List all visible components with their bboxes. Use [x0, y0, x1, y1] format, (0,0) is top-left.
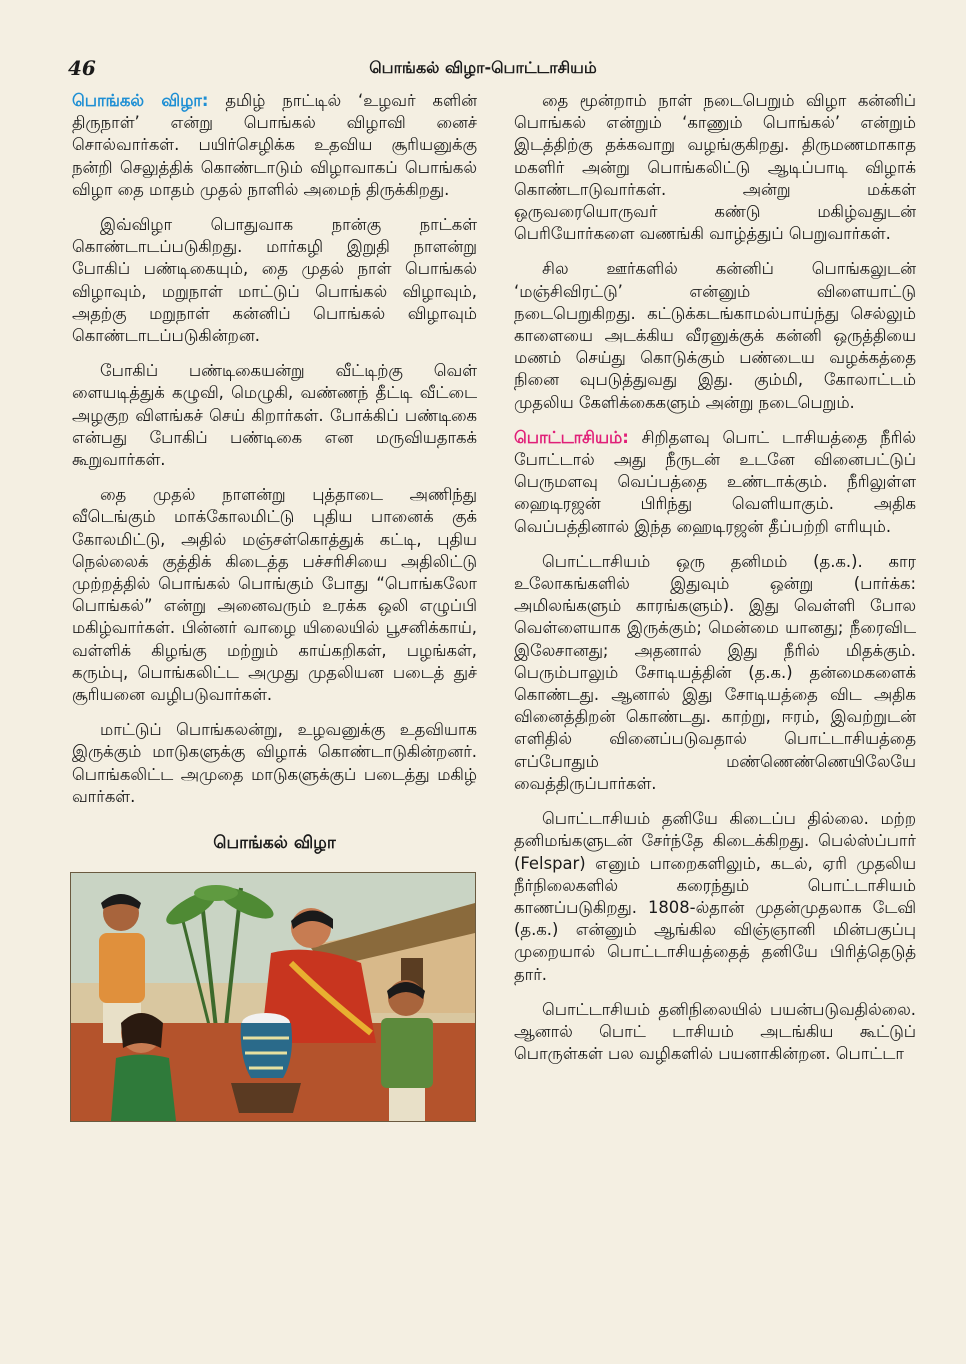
figure-caption: பொங்கல் விழா	[213, 833, 336, 854]
keyword-pongal-vizha: பொங்கல் விழா:	[72, 91, 209, 110]
paragraph-pongal-intro	[72, 90, 477, 201]
page-number: 46	[68, 56, 96, 80]
running-header: பொங்கல் விழா-பொட்டாசியம்	[369, 58, 597, 77]
paragraph-four-days: இவ்விழா பொதுவாக நான்கு நாட்கள் கொண்டாடப்படுகிறது. மார்கழி இறுதி நாளன்று போகிப் பண்டிகையும், தை முதல் நாள் பொங்கல் விழாவும், மறுநாள் மாட்டுப் பொங்கல் விழாவும், அதற்கு மறுநாள் கன்னிப் பொங்கல் விழாவும் கொண்டாடப்படுகின்றன.	[72, 215, 477, 346]
pongal-festival-illustration	[70, 872, 476, 1122]
paragraph-potassium-properties: பொட்டாசியம் ஒரு தனிமம் (த.க.). கார உலோகங்களில் இதுவும் ஒன்று (பார்க்க: அமிலங்களும் காரங்களும்). இது வெள்ளி போல வெள்ளையாக இருக்கும்; மென்மை யானது; நீரைவிட இலேசானது; அதனால் இது நீரில் மிதக்கும். பெரும்பாலும் சோடியத்தின் (த.க.) தன்மைகளைக் கொண்டது. ஆனால் இது சோடியத்தை விட அதிக வினைத்திறன் கொண்டது. காற்று, ஈரம், இவற்றுடன் எளிதில் வினைப்படுவதால் பொட்டாசியத்தை எப்போதும் மண்ணெண்ணெயிலேயே வைத்திருப்பார்கள்.	[514, 551, 916, 793]
paragraph-mattu-pongal: மாட்டுப் பொங்கலன்று, உழவனுக்கு உதவியாக இருக்கும் மாடுகளுக்கு விழாக் கொண்டாடுகின்றனர். பொங்கலிட்ட அமுதை மாடுகளுக்குப் படைத்து மகிழ் வார்கள்.	[72, 720, 477, 806]
paragraph-potassium-intro	[514, 427, 916, 538]
paragraph-text: சிறிதளவு பொட் டாசியத்தை நீரில் போட்டால் அது நீருடன் உடனே வினைபட்டுப் பெருமளவு வெப்பத்தை உண்டாக்கும். நீரிலுள்ள ஹைடிரஜன் பிரிந்து வெளியாகும். அதிக வெப்பத்தினால் இந்த ஹைடிரஜன் தீப்பற்றி எரியும்.	[514, 427, 916, 536]
paragraph-bhogi: போகிப் பண்டிகையன்று வீட்டிற்கு வெள் ளையடித்துக் கழுவி, மெழுகி, வண்ணந் தீட்டி வீட்டை அழகுற விளங்கச் செய் கிறார்கள். போக்கிப் பண்டிகை என்பது போகிப் பண்டிகை என மருவியதாகக் கூறுவார்கள்.	[72, 361, 477, 470]
paragraph-potassium-compounds: பொட்டாசியம் தனிநிலையில் பயன்படுவதில்லை. ஆனால் பொட் டாசியம் அடங்கிய கூட்டுப் பொருள்கள் பல வழிகளில் பயனாகின்றன. பொட்டா	[514, 999, 916, 1064]
keyword-potassium: பொட்டாசியம்:	[514, 427, 629, 447]
paragraph-potassium-occurrence: பொட்டாசியம் தனியே கிடைப்ப தில்லை. மற்ற தனிமங்களுடன் சேர்ந்தே கிடைக்கிறது. பெல்ஸ்ப்பார் (Felspar) எனும் பாறைகளிலும், கடல், ஏரி முதலிய நீர்நிலைகளில் கரைந்தும் பொட்டாசியம் காணப்படுகிறது. 1808-ல்தான் முதன்முதலாக டேவி (த.க.) என்னும் ஆங்கில விஞ்ஞானி மின்பகுப்பு முறையால் பொட்டாசியத்தைத் தனியே பிரித்தெடுத் தார்.	[514, 809, 916, 984]
right-column	[514, 90, 916, 1078]
paragraph-kanni-pongal: தை மூன்றாம் நாள் நடைபெறும் விழா கன்னிப் பொங்கல் என்றும் ‘காணும் பொங்கல்’ என்றும் இடத்திற்கு தக்கவாறு வழங்குகிறது. திருமணமாகாத மகளிர் அன்று பொங்கலிட்டு ஆடிப்பாடி விழாக் கொண்டாடுவார்கள். அன்று மக்கள் ஒருவரையொருவர் கண்டு மகிழ்வதுடன் பெரியோர்களை வணங்கி வாழ்த்துப் பெறுவார்கள்.	[514, 91, 916, 244]
left-column	[72, 90, 477, 1122]
paragraph-manjuvirattu: சில ஊர்களில் கன்னிப் பொங்கலுடன் ‘மஞ்சிவிரட்டு’ என்னும் விளையாட்டு நடைபெறுகிறது. கட்டுக்கடங்காமல்பாய்ந்து செல்லும் காளையை அடக்கிய வீரனுக்குக் கன்னி ஒருத்தியை மணம் செய்து கொடுக்கும் பண்டைய வழக்கத்தை நினை வுபடுத்துவது இது. கும்மி, கோலாட்டம் முதலிய கேளிக்கைகளும் அன்று நடைபெறும்.	[514, 259, 916, 412]
paragraph-text: தமிழ் நாட்டில் ‘உழவர் களின் திருநாள்’ என்று பொங்கல் விழாவி னைச் சொல்வார்கள். பயிர்செழிக்க உதவிய சூரியனுக்கு நன்றி செலுத்திக் கொண்டாடும் விழாவாகப் பொங்கல் விழா தை மாதம் முதல் நாளில் அமைந் திருக்கிறது.	[72, 91, 477, 199]
paragraph-thai-first-day: தை முதல் நாளன்று புத்தாடை அணிந்து வீடெங்கும் மாக்கோலமிட்டு புதிய பானைக் குக் கோலமிட்டு, அதில் மஞ்சள்கொத்துக் கட்டி, புதிய நெல்லைக் குத்திக் கிடைத்த பச்சரிசியை அதிலிட்டு முற்றத்தில் பொங்கல் பொங்கும் போது “பொங்கலோ பொங்கல்” என்று அனைவரும் உரக்க ஒலி எழுப்பி மகிழ்வார்கள். பின்னர் வாழை யிலையில் பூசனிக்காய், வள்ளிக் கிழங்கு மற்றும் காய்கறிகள், பழங்கள், கரும்பு, பொங்கலிட்ட அமுது முதலியன படைத் துச் சூரியனை வழிபடுவார்கள்.	[72, 485, 477, 705]
